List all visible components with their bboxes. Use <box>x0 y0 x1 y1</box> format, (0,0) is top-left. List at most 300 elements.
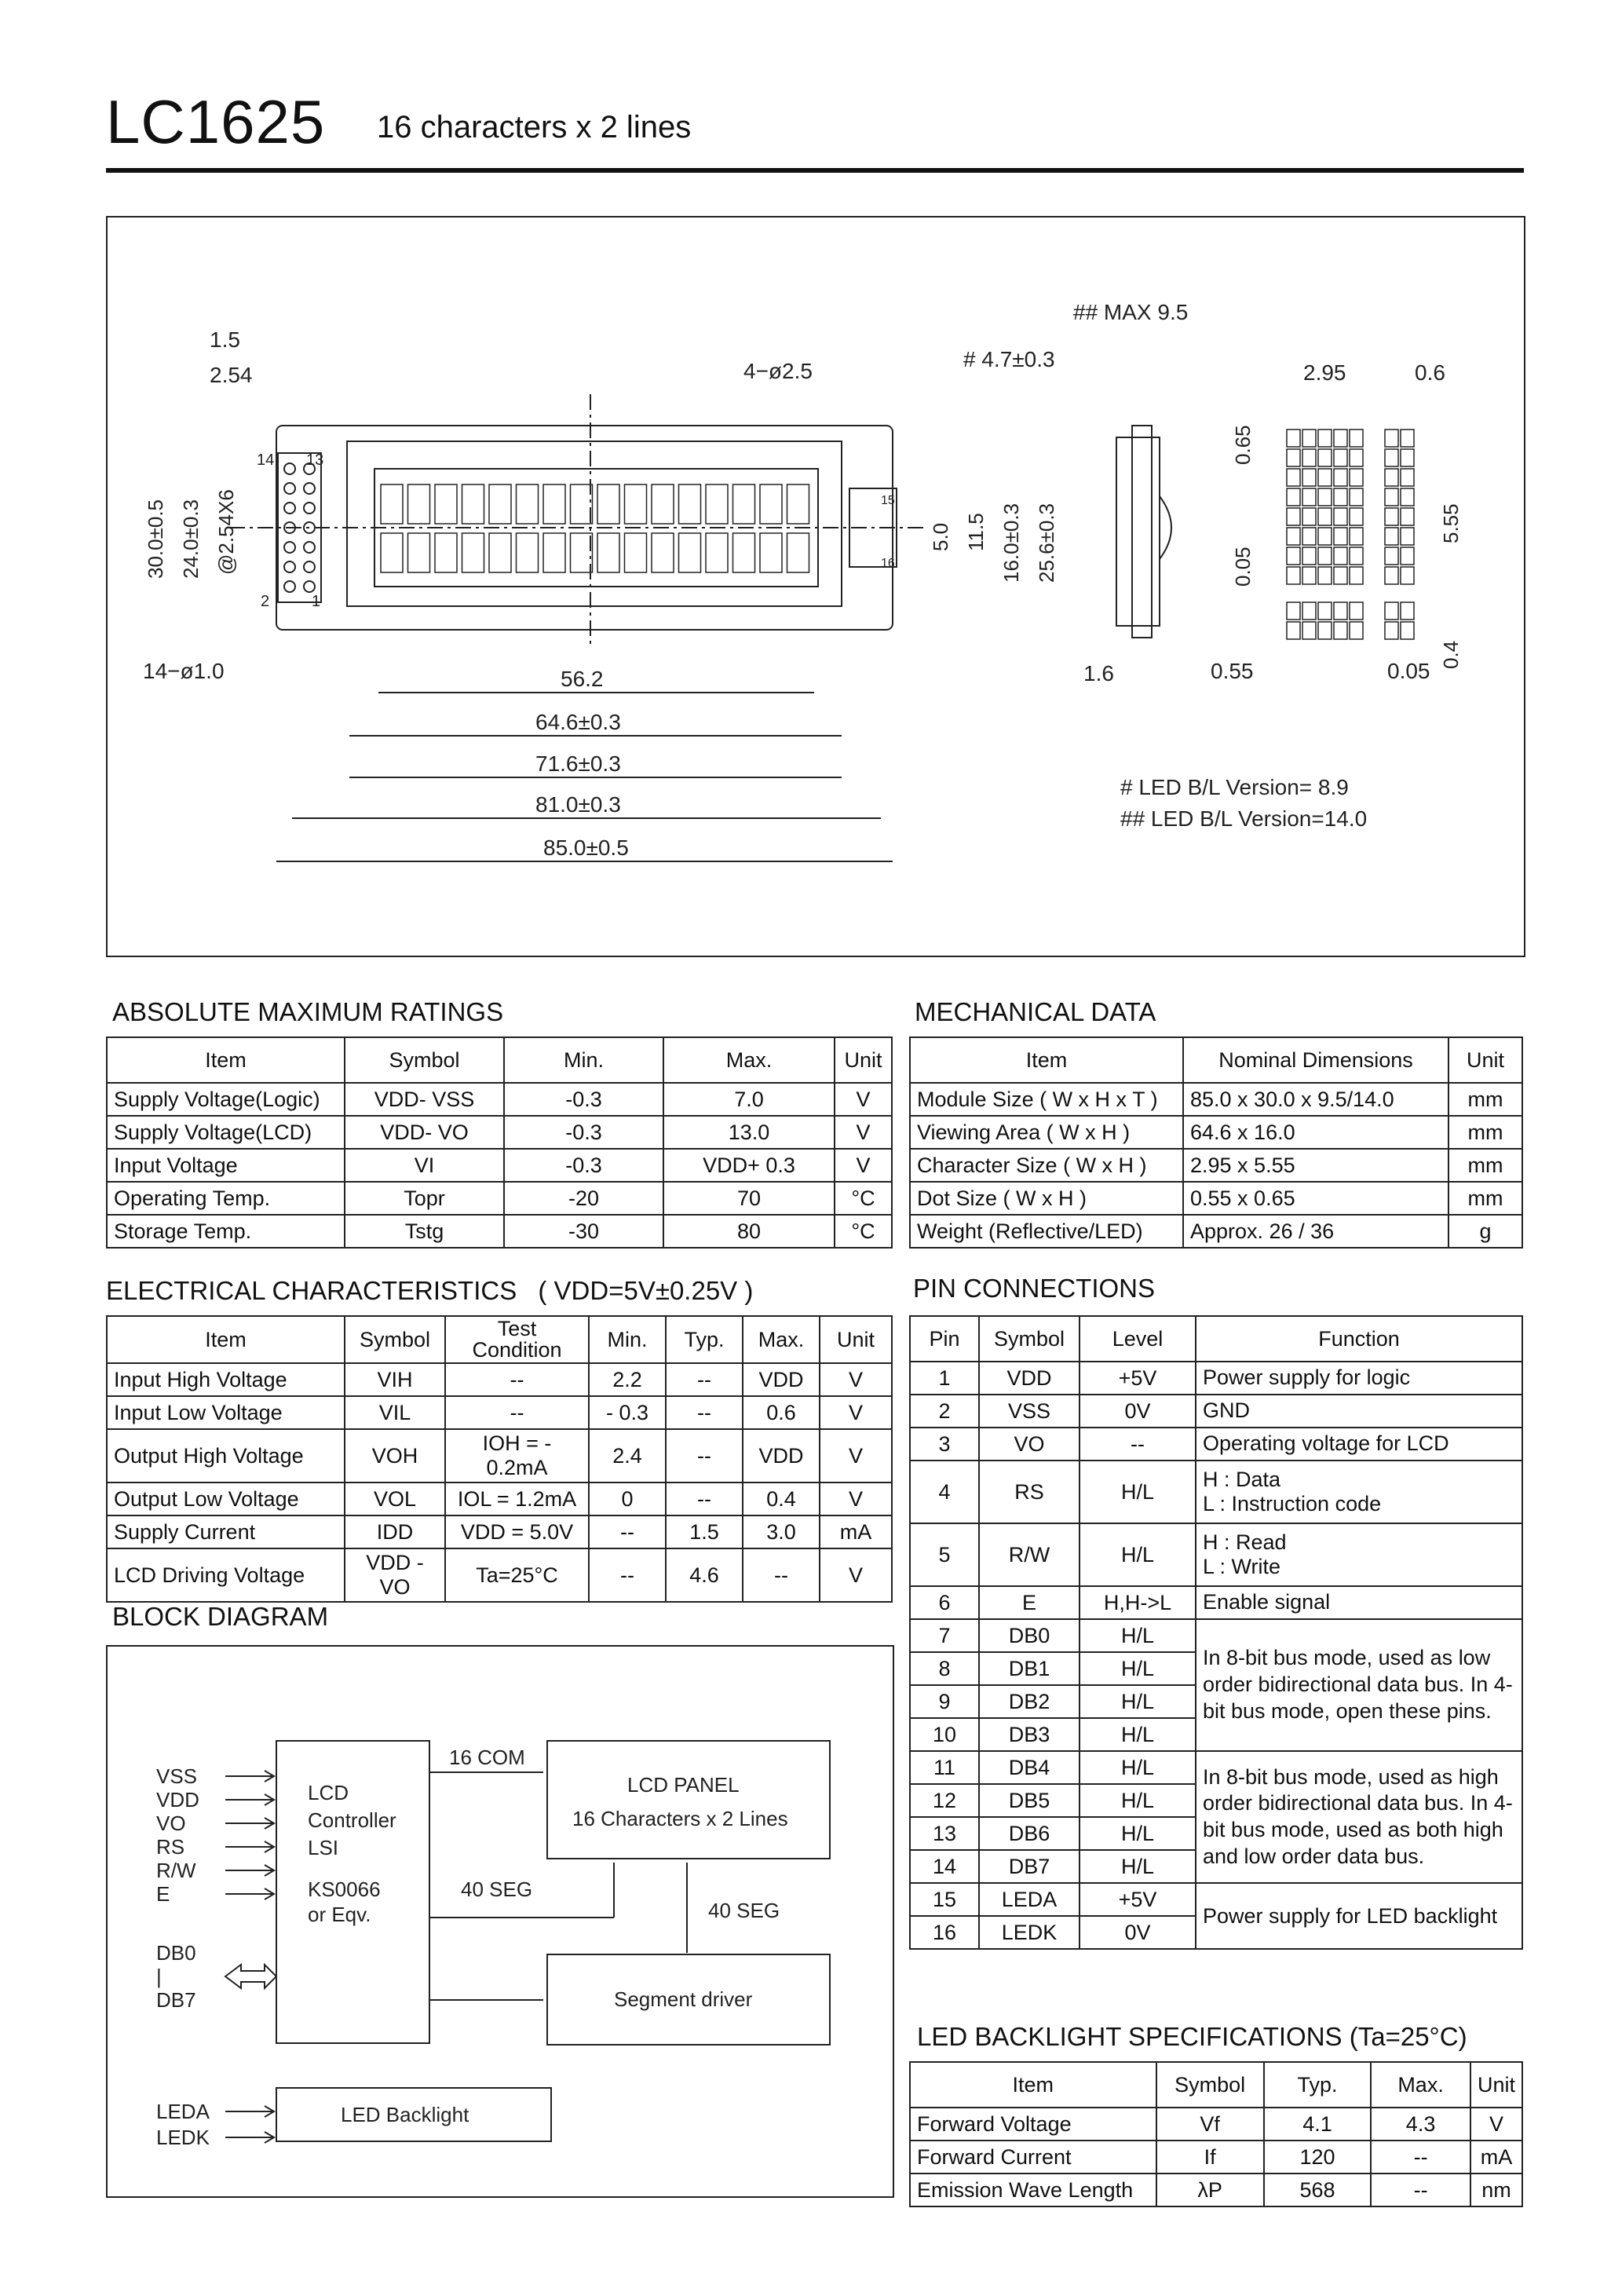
col-symbol: Symbol <box>345 1037 504 1083</box>
dim-text-max: ## MAX 9.5 <box>1073 300 1189 324</box>
pin-label-14: 14 <box>257 452 275 469</box>
table-cell: Output High Voltage <box>107 1429 345 1483</box>
table-cell: V <box>820 1396 892 1429</box>
table-cell: VDD- VO <box>345 1116 504 1149</box>
pin-function-high-bus: In 8-bit bus mode, used as high order bidirectional data bus. In 4-bit bus mode, used as both high and low order data bus. <box>1196 1751 1522 1883</box>
table-cell: Vf <box>1156 2108 1264 2141</box>
table-cell: 0V <box>1080 1916 1196 1949</box>
table-cell: V <box>835 1083 892 1116</box>
input-arrow <box>225 1841 274 1852</box>
table-cell: Module Size ( W x H x T ) <box>910 1083 1183 1116</box>
dot <box>1385 430 1398 447</box>
dot <box>1302 488 1316 506</box>
table-cell: VDD+ 0.3 <box>663 1149 835 1182</box>
table-row <box>910 1116 1522 1149</box>
ctrl-line-3: LSI <box>308 1836 339 1859</box>
dot <box>1302 449 1316 466</box>
table-cell: -- <box>589 1548 666 1602</box>
pins-table <box>909 1315 1523 1950</box>
col-item: Item <box>107 1316 345 1363</box>
dot <box>1302 547 1316 565</box>
dot <box>1401 469 1414 486</box>
table-cell: VDD = 5.0V <box>445 1515 589 1548</box>
dim-text-0-55: 0.55 <box>1211 659 1254 683</box>
col-min: Min. <box>589 1316 666 1363</box>
table-cell: DB5 <box>979 1784 1080 1817</box>
table-row <box>910 1586 1522 1619</box>
dot <box>1318 567 1332 584</box>
table-cell: °C <box>835 1215 892 1248</box>
table-cell: Output Low Voltage <box>107 1483 345 1515</box>
dot <box>1287 602 1300 620</box>
character-cell <box>571 533 593 572</box>
table-cell: 14 <box>910 1850 979 1883</box>
pin-hole <box>284 483 295 494</box>
drawing-svg <box>108 218 1524 956</box>
character-cell <box>679 484 701 524</box>
table-cell: Supply Voltage(LCD) <box>107 1116 345 1149</box>
abs-max-table <box>106 1036 893 1249</box>
dim-text-pitch: @2.54X6 <box>214 489 238 575</box>
panel-line-1: LCD PANEL <box>627 1773 740 1797</box>
table-cell: 4.3 <box>1371 2108 1470 2141</box>
dim-text-30-0: 30.0±0.5 <box>144 499 167 579</box>
table-row <box>107 1396 892 1429</box>
dot <box>1287 508 1300 525</box>
segdriver-label: Segment driver <box>614 1987 753 2011</box>
table-cell: g <box>1448 1215 1522 1248</box>
dot <box>1334 547 1347 565</box>
led-table <box>909 2061 1523 2207</box>
dim-text-2-54: 2.54 <box>210 363 253 387</box>
dot <box>1350 622 1363 639</box>
table-cell: 1 <box>910 1362 979 1395</box>
table-cell: -- <box>1080 1428 1196 1461</box>
bus-arrow-icon <box>225 1965 276 1988</box>
table-cell: -- <box>743 1548 820 1602</box>
pin-function: H : Read L : Write <box>1196 1523 1522 1586</box>
dim-text-0-6: 0.6 <box>1415 360 1445 385</box>
dim-text-1-5: 1.5 <box>210 327 240 352</box>
table-cell: Character Size ( W x H ) <box>910 1149 1183 1182</box>
table-cell: -- <box>1371 2141 1470 2174</box>
table-cell: mm <box>1448 1182 1522 1215</box>
dim-text-25-6: 25.6±0.3 <box>1035 503 1058 583</box>
pin-function-low-bus: In 8-bit bus mode, used as low order bidirectional data bus. In 4-bit bus mode, open these pins. <box>1196 1619 1522 1751</box>
table-cell: DB6 <box>979 1817 1080 1850</box>
table-cell: -0.3 <box>504 1083 663 1116</box>
dot <box>1385 508 1398 525</box>
input-arrow <box>225 1818 274 1829</box>
table-cell: V <box>835 1116 892 1149</box>
dot <box>1287 622 1300 639</box>
table-cell: DB3 <box>979 1718 1080 1751</box>
pins-title: PIN CONNECTIONS <box>913 1274 1156 1303</box>
table-cell: mm <box>1448 1149 1522 1182</box>
table-cell: Approx. 26 / 36 <box>1183 1215 1448 1248</box>
dim-text-16-0: 16.0±0.3 <box>999 503 1023 583</box>
table-cell: H,H->L <box>1080 1586 1196 1619</box>
character-cell <box>787 533 809 572</box>
character-cell <box>760 484 782 524</box>
table-cell: Topr <box>345 1182 504 1215</box>
side-view <box>1116 437 1160 626</box>
ctrl-line-1: LCD <box>308 1781 349 1804</box>
table-cell: 16 <box>910 1916 979 1949</box>
col-dims: Nominal Dimensions <box>1183 1037 1448 1083</box>
dot <box>1318 528 1332 545</box>
dot <box>1385 449 1398 466</box>
character-cell <box>706 533 728 572</box>
dot <box>1287 469 1300 486</box>
dot <box>1302 528 1316 545</box>
character-cell <box>571 484 593 524</box>
dot <box>1334 469 1347 486</box>
table-cell: VOH <box>345 1429 445 1483</box>
pin-label-15: 15 <box>881 494 895 507</box>
pin-label-13: 13 <box>306 452 324 469</box>
elec-table <box>106 1315 893 1603</box>
col-level: Level <box>1080 1316 1196 1362</box>
table-cell: Weight (Reflective/LED) <box>910 1215 1183 1248</box>
dim-text-85-0: 85.0±0.5 <box>543 835 629 860</box>
table-row <box>910 1523 1522 1586</box>
table-cell: +5V <box>1080 1362 1196 1395</box>
dot <box>1318 430 1332 447</box>
dot <box>1350 528 1363 545</box>
table-cell: RS <box>979 1461 1080 1523</box>
character-cell <box>435 533 457 572</box>
table-cell: H/L <box>1080 1461 1196 1523</box>
table-row <box>107 1483 892 1515</box>
table-cell: 0 <box>589 1483 666 1515</box>
table-row <box>107 1215 892 1248</box>
table-row <box>107 1515 892 1548</box>
table-cell: VDD- VSS <box>345 1083 504 1116</box>
table-cell: VI <box>345 1149 504 1182</box>
table-cell: -20 <box>504 1182 663 1215</box>
table-cell: Dot Size ( W x H ) <box>910 1182 1183 1215</box>
table-cell: R/W <box>979 1523 1080 1586</box>
dim-text-5-0: 5.0 <box>929 522 952 551</box>
dim-text-0-4: 0.4 <box>1439 640 1463 669</box>
input-arrow <box>225 1771 274 1782</box>
table-row <box>910 1461 1522 1523</box>
dot <box>1287 567 1300 584</box>
header-rule <box>106 168 1524 173</box>
character-cell <box>597 533 619 572</box>
table-cell: 2.95 x 5.55 <box>1183 1149 1448 1182</box>
pin-label-16: 16 <box>881 557 895 570</box>
dot <box>1318 547 1332 565</box>
character-cell <box>625 484 647 524</box>
col-symbol: Symbol <box>979 1316 1080 1362</box>
table-cell: H/L <box>1080 1685 1196 1718</box>
table-cell: Forward Current <box>910 2141 1156 2174</box>
table-cell: Tstg <box>345 1215 504 1248</box>
character-cell <box>597 484 619 524</box>
table-cell: Viewing Area ( W x H ) <box>910 1116 1183 1149</box>
table-cell: VDD - VO <box>345 1548 445 1602</box>
table-cell: 4 <box>910 1461 979 1523</box>
dot <box>1287 430 1300 447</box>
dot <box>1318 508 1332 525</box>
table-cell: 64.6 x 16.0 <box>1183 1116 1448 1149</box>
table-row <box>910 1428 1522 1461</box>
abs-max-title: ABSOLUTE MAXIMUM RATINGS <box>112 997 504 1026</box>
dim-text-81-0: 81.0±0.3 <box>535 792 621 817</box>
note-led-140: ## LED B/L Version=14.0 <box>1120 806 1368 831</box>
character-cell <box>489 533 511 572</box>
table-cell: V <box>820 1548 892 1602</box>
col-pin: Pin <box>910 1316 979 1362</box>
dot <box>1385 567 1398 584</box>
mechanical-drawing <box>106 216 1525 957</box>
dot <box>1401 622 1414 639</box>
table-row <box>910 2108 1522 2141</box>
table-cell: 2.2 <box>589 1363 666 1396</box>
table-cell: λP <box>1156 2174 1264 2206</box>
table-cell: DB2 <box>979 1685 1080 1718</box>
table-cell: E <box>979 1586 1080 1619</box>
table-cell: Supply Voltage(Logic) <box>107 1083 345 1116</box>
model-subtitle: 16 characters x 2 lines <box>377 110 692 144</box>
dot <box>1401 547 1414 565</box>
table-row <box>910 1619 1522 1652</box>
input-arrow <box>225 1794 274 1805</box>
character-cell <box>679 533 701 572</box>
col-unit: Unit <box>1470 2062 1522 2108</box>
col-symbol: Symbol <box>345 1316 445 1363</box>
table-cell: 568 <box>1264 2174 1371 2206</box>
table-cell: 7 <box>910 1619 979 1652</box>
input-arrow <box>225 2106 274 2117</box>
dot <box>1318 622 1332 639</box>
block-input-label: VSS <box>156 1764 198 1788</box>
table-cell: V <box>1470 2108 1522 2141</box>
table-cell: DB4 <box>979 1751 1080 1784</box>
pin-hole <box>304 581 315 592</box>
table-cell: - 0.3 <box>589 1396 666 1429</box>
block-input-label: DB0 <box>156 1941 196 1965</box>
table-cell: VIH <box>345 1363 445 1396</box>
table-cell: -- <box>666 1396 743 1429</box>
table-cell: 120 <box>1264 2141 1371 2174</box>
dot-matrix-detail <box>1287 430 1414 639</box>
table-cell: 0.4 <box>743 1483 820 1515</box>
dim-text-64-6: 64.6±0.3 <box>535 710 621 734</box>
table-row <box>910 1149 1522 1182</box>
col-typ: Typ. <box>1264 2062 1371 2108</box>
character-cell <box>462 533 484 572</box>
table-cell: VDD <box>743 1363 820 1396</box>
seg2-label: 40 SEG <box>708 1899 780 1922</box>
table-cell: °C <box>835 1182 892 1215</box>
table-cell: Input High Voltage <box>107 1363 345 1396</box>
pin-hole <box>304 542 315 553</box>
table-row <box>910 1083 1522 1116</box>
table-row <box>910 1182 1522 1215</box>
table-cell: 3.0 <box>743 1515 820 1548</box>
dot <box>1401 508 1414 525</box>
dot <box>1287 449 1300 466</box>
table-cell: VO <box>979 1428 1080 1461</box>
table-cell: -0.3 <box>504 1149 663 1182</box>
dot <box>1350 449 1363 466</box>
character-cell <box>733 533 755 572</box>
col-item: Item <box>910 1037 1183 1083</box>
block-diagram <box>106 1645 894 2198</box>
dim-text-71-6: 71.6±0.3 <box>535 751 621 776</box>
table-cell: 13 <box>910 1817 979 1850</box>
table-cell: 8 <box>910 1652 979 1685</box>
table-cell: 0V <box>1080 1395 1196 1428</box>
block-input-label: VDD <box>156 1788 199 1812</box>
table-row <box>910 1215 1522 1248</box>
col-max: Max. <box>1371 2062 1470 2108</box>
block-input-label: DB7 <box>156 1988 196 2012</box>
table-cell: 80 <box>663 1215 835 1248</box>
pin-hole <box>284 503 295 514</box>
table-cell: -- <box>666 1429 743 1483</box>
table-cell: DB1 <box>979 1652 1080 1685</box>
dim-text-1-6: 1.6 <box>1083 661 1114 686</box>
table-cell: mA <box>1470 2141 1522 2174</box>
dot <box>1385 488 1398 506</box>
table-cell: Storage Temp. <box>107 1215 345 1248</box>
pin-hole <box>284 561 295 572</box>
table-cell: H/L <box>1080 1523 1196 1586</box>
block-input-label: | <box>156 1965 162 1988</box>
pin-function: GND <box>1196 1395 1522 1428</box>
table-cell: mm <box>1448 1116 1522 1149</box>
model-title: LC1625 <box>106 87 326 156</box>
character-cell <box>489 484 511 524</box>
block-input-label: E <box>156 1882 170 1906</box>
dot <box>1302 508 1316 525</box>
table-cell: mm <box>1448 1083 1522 1116</box>
dot <box>1385 528 1398 545</box>
table-row <box>910 1362 1522 1395</box>
mech-table <box>909 1036 1523 1249</box>
block-input-label: LEDA <box>156 2100 210 2123</box>
character-cell <box>543 484 565 524</box>
dot <box>1401 528 1414 545</box>
table-cell: 70 <box>663 1182 835 1215</box>
table-cell: 11 <box>910 1751 979 1784</box>
table-cell: H/L <box>1080 1850 1196 1883</box>
table-cell: H/L <box>1080 1652 1196 1685</box>
col-condition: Test Condition <box>445 1316 589 1363</box>
table-cell: Ta=25°C <box>445 1548 589 1602</box>
dim-text-11-5: 11.5 <box>964 513 988 551</box>
mech-title: MECHANICAL DATA <box>915 997 1156 1026</box>
ctrl-line-4: KS0066 <box>308 1877 381 1901</box>
table-row <box>107 1116 892 1149</box>
table-cell: 2.4 <box>589 1429 666 1483</box>
dot <box>1385 602 1398 620</box>
table-row <box>107 1363 892 1396</box>
table-cell: -- <box>666 1363 743 1396</box>
pin-hole <box>304 483 315 494</box>
dim-text-4-7: # 4.7±0.3 <box>963 347 1055 371</box>
ctrl-line-2: Controller <box>308 1808 396 1832</box>
table-cell: H/L <box>1080 1619 1196 1652</box>
table-cell: IOH = - 0.2mA <box>445 1429 589 1483</box>
pin-function: Operating voltage for LCD <box>1196 1428 1522 1461</box>
col-item: Item <box>910 2062 1156 2108</box>
dot <box>1318 602 1332 620</box>
table-cell: V <box>835 1149 892 1182</box>
pin-hole <box>304 503 315 514</box>
pin-function-led: Power supply for LED backlight <box>1196 1883 1522 1949</box>
pin-label-2: 2 <box>261 593 270 610</box>
block-input-label: RS <box>156 1835 185 1859</box>
dot <box>1334 567 1347 584</box>
table-row <box>910 2141 1522 2174</box>
character-cell <box>517 484 539 524</box>
table-cell: VSS <box>979 1395 1080 1428</box>
panel-box <box>547 1741 830 1859</box>
dot <box>1350 567 1363 584</box>
dot <box>1350 602 1363 620</box>
character-cell <box>787 484 809 524</box>
dot <box>1334 449 1347 466</box>
character-cell <box>652 484 674 524</box>
dim-text-hole: 4−ø2.5 <box>743 359 813 383</box>
table-cell: DB7 <box>979 1850 1080 1883</box>
table-cell: V <box>820 1363 892 1396</box>
col-symbol: Symbol <box>1156 2062 1264 2108</box>
table-cell: -- <box>666 1483 743 1515</box>
pin-hole <box>284 542 295 553</box>
table-cell: V <box>820 1429 892 1483</box>
side-view-pcb <box>1132 426 1152 638</box>
elec-condition: ( VDD=5V±0.25V ) <box>538 1276 754 1305</box>
block-input-label: R/W <box>156 1859 196 1882</box>
col-unit: Unit <box>820 1316 892 1363</box>
dot <box>1401 430 1414 447</box>
note-led-89: # LED B/L Version= 8.9 <box>1120 775 1349 799</box>
table-cell: VIL <box>345 1396 445 1429</box>
table-cell: 12 <box>910 1784 979 1817</box>
dot <box>1385 469 1398 486</box>
dot <box>1287 488 1300 506</box>
pin-hole <box>304 561 315 572</box>
backlight-label: LED Backlight <box>341 2103 469 2126</box>
table-cell: Emission Wave Length <box>910 2174 1156 2206</box>
character-cell <box>733 484 755 524</box>
character-cell <box>408 533 430 572</box>
table-cell: -0.3 <box>504 1116 663 1149</box>
table-cell: If <box>1156 2141 1264 2174</box>
table-cell: 1.5 <box>666 1515 743 1548</box>
dot <box>1385 622 1398 639</box>
dot <box>1287 547 1300 565</box>
dot <box>1287 528 1300 545</box>
table-cell: Input Voltage <box>107 1149 345 1182</box>
dot <box>1350 508 1363 525</box>
table-row <box>107 1182 892 1215</box>
dim-text-hole-14: 14−ø1.0 <box>143 659 225 683</box>
dim-text-2-95: 2.95 <box>1303 360 1346 385</box>
table-row <box>107 1548 892 1602</box>
dot <box>1401 602 1414 620</box>
character-cell <box>381 484 403 524</box>
table-cell: IOL = 1.2mA <box>445 1483 589 1515</box>
dot <box>1350 430 1363 447</box>
dim-text-0-65: 0.65 <box>1231 425 1255 465</box>
